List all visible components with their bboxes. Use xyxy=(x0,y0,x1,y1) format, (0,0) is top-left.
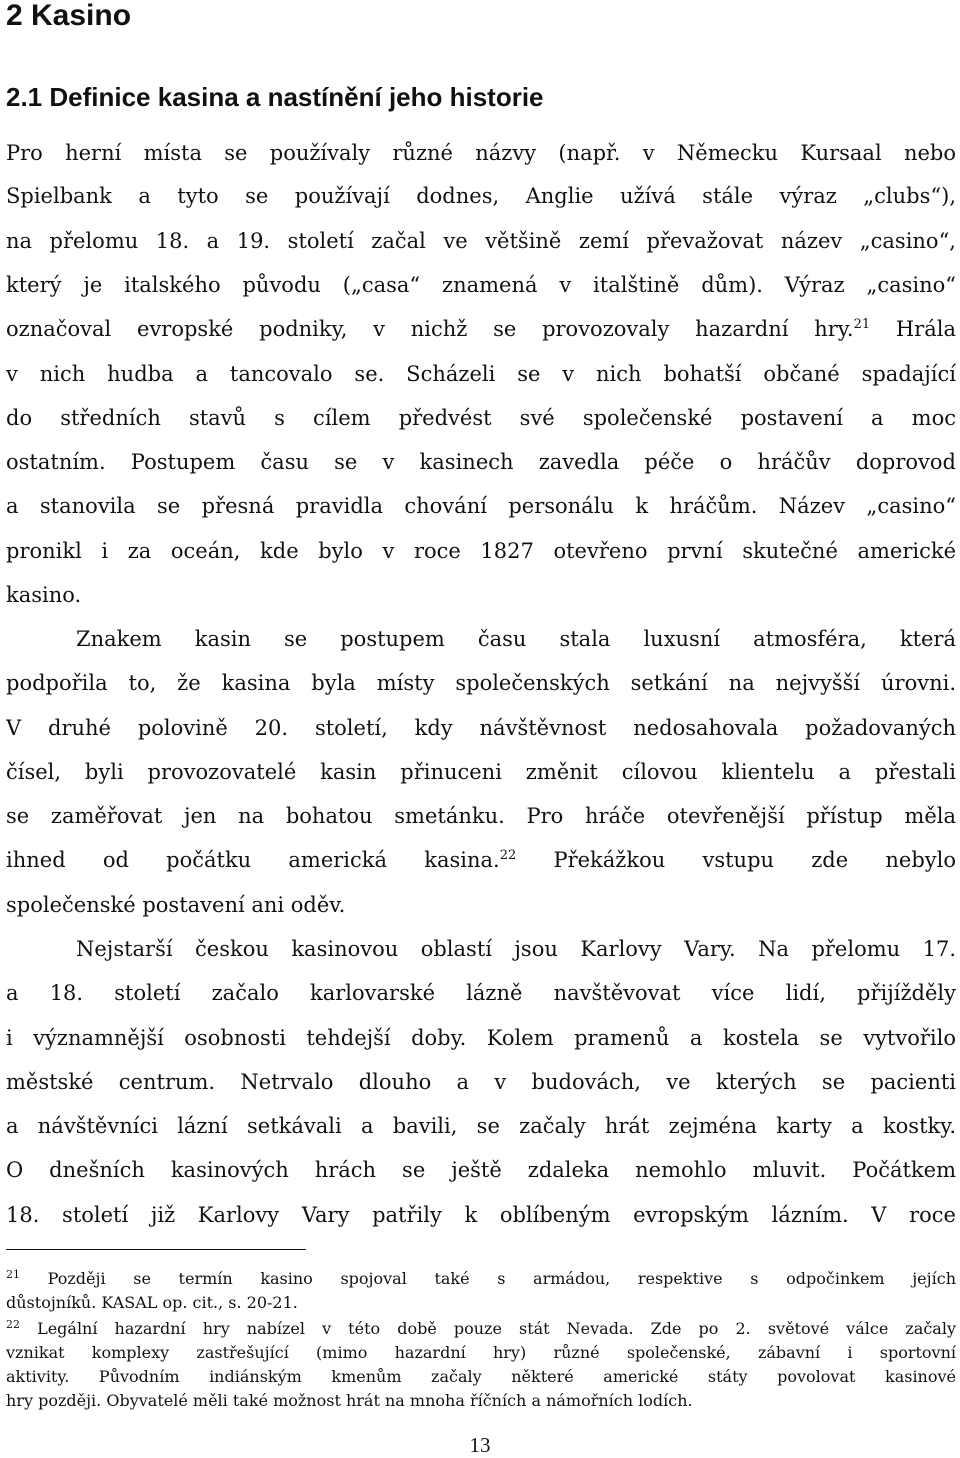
body-line: podpořila to, že kasina byla místy společenských setkání na nejvyšší úrovni. xyxy=(6,671,956,695)
body-line xyxy=(6,314,956,344)
body-line: Pro herní místa se používaly různé názvy (např. v Německu Kursaal nebo xyxy=(6,141,956,165)
body-line: který je italského původu („casa“ znamená v italštině dům). Výraz „casino“ xyxy=(6,273,956,297)
body-line: na přelomu 18. a 19. století začal ve většině zemí převažovat název „casino“, xyxy=(6,229,956,253)
body-line: městské centrum. Netrvalo dlouho a v budovách, ve kterých se pacienti xyxy=(6,1070,956,1094)
footnote-number-22: 22 xyxy=(6,1318,20,1331)
body-line: 18. století již Karlovy Vary patřily k oblíbeným evropským lázním. V roce xyxy=(6,1203,956,1227)
body-text-span: označoval evropské podniky, v nichž se provozovaly hazardní hry. xyxy=(6,317,854,341)
body-line: Znakem kasin se postupem času stala luxusní atmosféra, která xyxy=(76,627,956,651)
body-line: V druhé polovině 20. století, kdy návštěvnost nedosahovala požadovaných xyxy=(6,716,956,740)
footnote-text: Legální hazardní hry nabízel v této době pouze stát Nevada. Zde po 2. světové válce začaly xyxy=(20,1319,956,1338)
footnote-reference-21[interactable]: 21 xyxy=(853,317,871,332)
footnote-line xyxy=(6,1318,956,1340)
body-line: kasino. xyxy=(6,583,82,607)
footnote-line xyxy=(6,1268,956,1290)
body-line: do středních stavů s cílem předvést své společenské postavení a moc xyxy=(6,406,956,430)
footnote-number-21: 21 xyxy=(6,1268,20,1281)
body-line: Nejstarší českou kasinovou oblastí jsou Karlovy Vary. Na přelomu 17. xyxy=(76,937,956,961)
body-line: a 18. století začalo karlovarské lázně navštěvovat více lidí, přijížděly xyxy=(6,981,956,1005)
body-line: a stanovila se přesná pravidla chování personálu k hráčům. Název „casino“ xyxy=(6,494,956,518)
body-text-span: Překážkou vstupu zde nebylo xyxy=(516,848,956,872)
body-line: a návštěvníci lázní setkávali a bavili, se začaly hrát zejména karty a kostky. xyxy=(6,1114,956,1138)
body-text-span: ihned od počátku americká kasina. xyxy=(6,848,500,872)
body-line: pronikl i za oceán, kde bylo v roce 1827 otevřeno první skutečné americké xyxy=(6,539,956,563)
footnote-text: Později se termín kasino spojoval také s armádou, respektive s odpočinkem jejích xyxy=(20,1269,956,1288)
footnote-line: důstojníků. KASAL op. cit., s. 20-21. xyxy=(6,1293,298,1312)
body-line xyxy=(6,845,956,875)
body-line: čísel, byli provozovatelé kasin přinuceni změnit cílovou klientelu a přestali xyxy=(6,760,956,784)
body-line: ostatním. Postupem času se v kasinech zavedla péče o hráčův doprovod xyxy=(6,450,956,474)
footnote-separator xyxy=(6,1249,306,1250)
body-line: Spielbank a tyto se používají dodnes, Anglie užívá stále výraz „clubs“), xyxy=(6,184,956,208)
body-line: v nich hudba a tancovalo se. Scházeli se v nich bohatší občané spadající xyxy=(6,362,956,386)
footnote-line: aktivity. Původním indiánským kmenům začaly některé americké státy povolovat kasinové xyxy=(6,1367,956,1386)
chapter-title: 2 Kasino xyxy=(6,0,132,32)
body-line: společenské postavení ani oděv. xyxy=(6,893,346,917)
body-line: O dnešních kasinových hrách se ještě zdaleka nemohlo mluvit. Počátkem xyxy=(6,1158,956,1182)
body-line: se zaměřovat jen na bohatou smetánku. Pro hráče otevřenější přístup měla xyxy=(6,804,956,828)
body-text-span: Hrála xyxy=(870,317,956,341)
page-number: 13 xyxy=(469,1433,491,1457)
footnote-line: vznikat komplexy zastřešující (mimo hazardní hry) různé společenské, zábavní i sportovní xyxy=(6,1343,956,1362)
section-title: 2.1 Definice kasina a nastínění jeho historie xyxy=(6,82,544,112)
footnote-reference-22[interactable]: 22 xyxy=(499,848,517,863)
footnote-line: hry později. Obyvatelé měli také možnost hrát na mnoha říčních a námořních lodích. xyxy=(6,1391,693,1410)
body-line: i významnější osobnosti tehdejší doby. Kolem pramenů a kostela se vytvořilo xyxy=(6,1026,956,1050)
